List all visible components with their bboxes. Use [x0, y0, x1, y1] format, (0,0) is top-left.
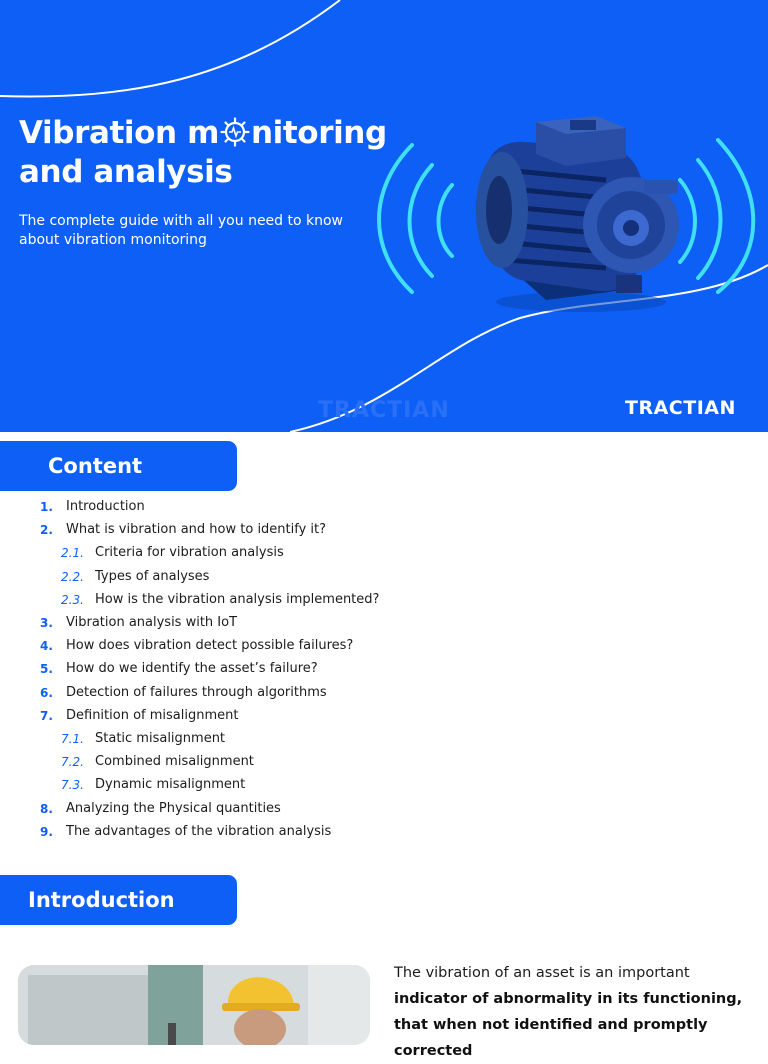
toc-item-number: 2.2.: [61, 569, 84, 584]
title-line2: and analysis: [19, 154, 233, 190]
title-part1: Vibration m: [19, 115, 219, 151]
intro-text-bold: indicator of abnormality in its functioning, that when not identified and promptly corrected: [394, 991, 743, 1059]
page-title: [19, 114, 387, 192]
toc-item-label: Criteria for vibration analysis: [95, 545, 284, 561]
electric-motor-illustration: [466, 110, 686, 315]
toc-item-label: What is vibration and how to identify it?: [66, 522, 327, 538]
gear-icon: [220, 117, 250, 147]
toc-item-label: Combined misalignment: [95, 754, 254, 770]
toc-item-label: Vibration analysis with IoT: [66, 615, 238, 630]
toc-item-number: 2.3.: [61, 592, 84, 607]
toc-item-number: 2.1.: [61, 546, 84, 561]
introduction-heading: Introduction: [0, 875, 237, 925]
toc-item-number: 3.: [40, 616, 53, 630]
toc-item-number: 5.: [40, 662, 53, 677]
toc-item-number: 4.: [40, 639, 53, 654]
content-heading: Content: [0, 441, 237, 491]
toc-item-number: 8.: [40, 801, 53, 816]
toc-item-number: 7.: [40, 708, 53, 723]
toc-item-label: Dynamic misalignment: [95, 777, 246, 793]
brand-watermark: TRACTIAN: [318, 398, 450, 423]
toc-item-label: How do we identify the asset’s failure?: [66, 661, 318, 677]
toc-item-number: 7.3.: [61, 778, 84, 793]
technician-photo: [18, 965, 370, 1045]
toc-item-label: Definition of misalignment: [66, 707, 239, 723]
toc-item-number: 7.2.: [61, 755, 84, 770]
toc-item-number: 1.: [40, 500, 53, 514]
hero-subtitle: The complete guide with all you need to know about vibration monitoring: [19, 213, 344, 248]
toc-item-label: Static misalignment: [95, 731, 226, 746]
toc-item-number: 6.: [40, 685, 53, 700]
intro-text-plain: The vibration of an asset is an important: [394, 965, 690, 981]
technician-photo-art: [18, 965, 370, 1045]
toc-item-label: The advantages of the vibration analysis: [66, 823, 332, 839]
hero-banner: [0, 0, 768, 432]
toc-item-number: 2.: [40, 523, 53, 538]
title-part2: nitoring: [250, 115, 387, 151]
toc-item-label: How does vibration detect possible failures?: [66, 638, 354, 654]
toc-item-number: 7.1.: [61, 732, 84, 746]
intro-paragraph: [394, 960, 754, 1064]
toc-item-label: How is the vibration analysis implemented?: [95, 591, 380, 607]
toc-item-label: Introduction: [66, 499, 145, 514]
toc-item-label: Types of analyses: [95, 568, 210, 584]
brand-logo: TRACTIAN: [625, 397, 736, 419]
toc-item-label: Analyzing the Physical quantities: [66, 800, 281, 816]
toc-item-number: 9.: [40, 824, 53, 839]
toc-item-label: Detection of failures through algorithms: [66, 684, 327, 700]
